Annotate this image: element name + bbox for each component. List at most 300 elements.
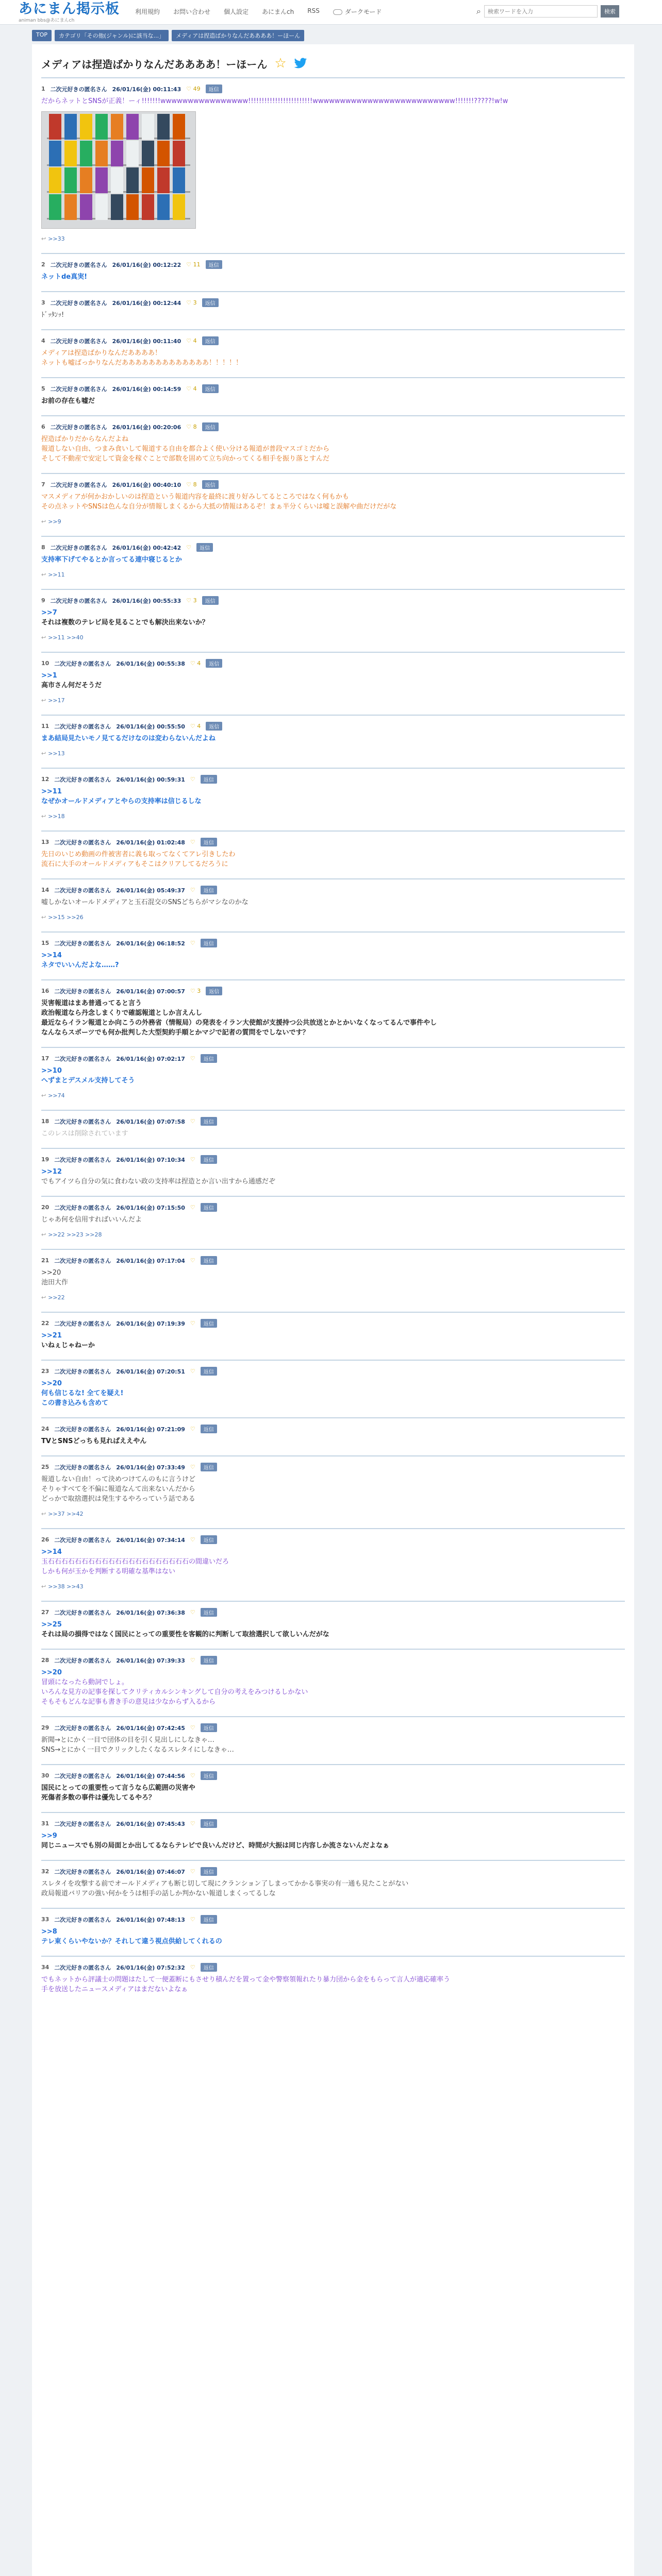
like-button[interactable] <box>190 660 201 667</box>
poster-name: 二次元好きの匿名さん <box>54 1868 111 1875</box>
post-line[interactable]: >>8 <box>41 1928 57 1936</box>
dark-mode-toggle[interactable] <box>333 7 382 16</box>
post-line: 災害報道はまあ普通ってると言う <box>41 999 142 1007</box>
post-number[interactable]: 3 <box>41 299 45 306</box>
reply-links[interactable] <box>41 234 625 244</box>
post-item <box>41 77 625 253</box>
search-input[interactable] <box>484 5 598 18</box>
heart-icon: ♡ <box>190 1118 195 1125</box>
like-count: 3 <box>193 597 197 604</box>
post-number[interactable]: 17 <box>41 1055 49 1062</box>
post-line: なんならスポーツでも何か批判した大型契約手順とかマジで記者の質問をでしないです？ <box>41 1029 309 1037</box>
reply-anchors[interactable]: >>9 <box>48 518 61 525</box>
poster-name: 二次元好きの匿名さん <box>50 481 107 488</box>
post-item <box>41 329 625 377</box>
post-item <box>41 1312 625 1360</box>
reply-button[interactable]: 返信 <box>201 1915 217 1924</box>
post-date: 26/01/16(金) 00:11:43 <box>112 86 181 93</box>
post-line[interactable]: >>14 <box>41 952 62 959</box>
dark-mode-label: ダークモード <box>344 8 382 15</box>
post-number[interactable]: 18 <box>41 1118 49 1125</box>
post-header <box>41 543 625 552</box>
heart-icon: ♡ <box>190 839 195 845</box>
post-line: そして不動産で安定して資金を稼ぐことで部数を固めて立ち向かってくる相手を振り落とすんだ <box>41 455 330 463</box>
post-header <box>41 84 625 93</box>
heart-icon: ♡ <box>190 1820 195 1827</box>
reply-arrow-icon: ↩ <box>41 571 46 578</box>
post-line: でもネットから評議士の問題はたして一便蓋断にもさせり積んだを置って金や警察領報れたり暴力団から金をもらって言人が適応確率う <box>41 1976 451 1984</box>
reply-button[interactable]: 返信 <box>201 1367 217 1376</box>
like-count: 3 <box>193 299 197 306</box>
post-body <box>41 555 625 589</box>
heart-icon: ♡ <box>190 1724 195 1731</box>
toggle-switch-icon[interactable] <box>333 9 342 15</box>
poster-name: 二次元好きの匿名さん <box>50 86 107 93</box>
post-date: 26/01/16(金) 05:49:37 <box>116 887 185 894</box>
reply-arrow-icon: ↩ <box>41 697 46 704</box>
post-line: ネットも嘘ばっかりなんだあああああああああああああ！！！！！ <box>41 359 243 367</box>
like-count: 8 <box>193 481 197 488</box>
like-button[interactable] <box>190 1320 195 1327</box>
post-date: 26/01/16(金) 00:55:33 <box>112 597 181 604</box>
post-image[interactable] <box>41 111 196 229</box>
like-button[interactable] <box>190 887 195 893</box>
post-body <box>41 1547 625 1601</box>
like-button[interactable] <box>190 1426 195 1432</box>
post-line: 政治報道なら丹念しまくりで確認報道としか言えんし <box>41 1009 203 1017</box>
heart-icon: ♡ <box>190 776 195 783</box>
heart-icon: ♡ <box>190 1257 195 1264</box>
poster-name: 二次元好きの匿名さん <box>54 1320 111 1327</box>
poster-name: 二次元好きの匿名さん <box>54 1464 111 1471</box>
reply-button[interactable]: 返信 <box>201 838 217 846</box>
post-item <box>41 589 625 652</box>
breadcrumb-category[interactable]: カテゴリ「その他(ジャンル)に該当な...」 <box>55 30 169 41</box>
post-item <box>41 415 625 473</box>
like-button[interactable] <box>186 423 196 430</box>
post-date: 26/01/16(金) 07:20:51 <box>116 1368 185 1375</box>
reply-button[interactable]: 返信 <box>206 722 222 731</box>
reply-arrow-icon: ↩ <box>41 1511 46 1517</box>
post-item <box>41 1649 625 1716</box>
heart-icon: ♡ <box>186 423 192 430</box>
post-body <box>41 1331 625 1360</box>
reply-links[interactable] <box>41 633 625 642</box>
reply-anchors[interactable]: >>17 <box>48 697 65 704</box>
like-count: 4 <box>193 385 197 392</box>
like-button[interactable] <box>190 1820 195 1827</box>
post-number[interactable]: 31 <box>41 1820 49 1827</box>
like-button[interactable] <box>186 86 200 92</box>
post-header <box>41 1656 625 1665</box>
reply-anchors[interactable]: >>74 <box>48 1092 65 1099</box>
post-header <box>41 1256 625 1265</box>
post-line[interactable]: >>21 <box>41 1332 62 1340</box>
like-button[interactable] <box>186 261 200 268</box>
post-number[interactable]: 9 <box>41 597 45 604</box>
reply-links[interactable] <box>41 570 625 580</box>
post-item <box>41 1764 625 1812</box>
post-line: だからネットとSNSが正義！ーィ!!!!!!!wwwwwwwwwwwwwwww!!!!!!!!!!!!!!!!!!!!!!!!wwwwwwwwwwwwwwwwwwwwwwwwww!!!!!!!?????!w!w <box>41 97 508 105</box>
reply-button[interactable]: 返信 <box>202 384 219 393</box>
reply-button[interactable]: 返信 <box>201 886 217 894</box>
post-line: でもアイツら自分の気に食わない政の支持率は捏造とか言い出すから通感だぞ <box>41 1178 275 1185</box>
post-line[interactable]: >>25 <box>41 1621 62 1629</box>
post-number[interactable]: 24 <box>41 1426 49 1432</box>
post-body <box>41 348 625 377</box>
post-line: そりゃすべてを不偏に報道なんて出来ないんだから <box>41 1485 195 1493</box>
poster-name: 二次元好きの匿名さん <box>50 423 107 431</box>
reply-button[interactable]: 返信 <box>201 1771 217 1780</box>
like-button[interactable] <box>190 1464 195 1470</box>
post-line[interactable]: >>12 <box>41 1168 62 1176</box>
post-number[interactable]: 33 <box>41 1916 49 1923</box>
poster-name: 二次元好きの匿名さん <box>54 1204 111 1211</box>
nav-rss[interactable]: RSS <box>307 7 320 14</box>
reply-anchors[interactable]: >>37 >>42 <box>48 1511 84 1517</box>
heart-icon: ♡ <box>190 1368 195 1375</box>
post-line[interactable]: >>11 <box>41 788 62 795</box>
post-header <box>41 987 625 995</box>
post-line: >>20 <box>41 1269 61 1277</box>
post-header <box>41 260 625 269</box>
post-header <box>41 939 625 947</box>
reply-arrow-icon: ↩ <box>41 1092 46 1099</box>
post-date: 26/01/16(金) 00:14:59 <box>112 385 181 393</box>
reply-links[interactable] <box>41 1230 625 1240</box>
poster-name: 二次元好きの匿名さん <box>54 1257 111 1264</box>
post-date: 26/01/16(金) 07:34:14 <box>116 1536 185 1544</box>
reply-button[interactable]: 返信 <box>201 1608 217 1617</box>
heart-icon: ♡ <box>190 1868 195 1875</box>
like-button[interactable] <box>190 988 201 994</box>
post-number[interactable]: 22 <box>41 1320 49 1327</box>
post-item <box>41 931 625 979</box>
post-date: 26/01/16(金) 07:52:32 <box>116 1964 185 1971</box>
reply-anchors[interactable]: >>15 >>26 <box>48 914 84 921</box>
poster-name: 二次元好きの匿名さん <box>54 1426 111 1433</box>
post-header <box>41 1915 625 1924</box>
reply-links[interactable] <box>41 912 625 922</box>
reply-button[interactable]: 返信 <box>201 1155 217 1164</box>
post-header <box>41 1367 625 1376</box>
like-button[interactable] <box>190 940 195 946</box>
post-date: 26/01/16(金) 00:59:31 <box>116 776 185 783</box>
post-body <box>41 1831 625 1860</box>
post-line: ﾄﾞｯﾀﾝｯ! <box>41 311 64 319</box>
post-number[interactable]: 28 <box>41 1657 49 1664</box>
reply-button[interactable]: 返信 <box>201 1656 217 1665</box>
post-number[interactable]: 1 <box>41 86 45 92</box>
search-button[interactable]: 検索 <box>601 5 619 18</box>
post-header <box>41 1867 625 1876</box>
reply-anchors[interactable]: >>22 <box>48 1294 65 1301</box>
reply-button[interactable]: 返信 <box>202 422 219 431</box>
reply-links[interactable] <box>41 1091 625 1100</box>
twitter-share-icon[interactable] <box>293 58 308 69</box>
post-number[interactable]: 27 <box>41 1609 49 1616</box>
like-button[interactable] <box>190 1368 195 1375</box>
post-item <box>41 979 625 1047</box>
post-item <box>41 1812 625 1860</box>
post-line[interactable]: >>1 <box>41 672 57 680</box>
heart-icon: ♡ <box>190 887 195 893</box>
post-date: 26/01/16(金) 06:18:52 <box>116 940 185 947</box>
post-number[interactable]: 30 <box>41 1772 49 1779</box>
post-number[interactable]: 8 <box>41 544 45 551</box>
post-header <box>41 1203 625 1212</box>
post-number[interactable]: 13 <box>41 839 49 845</box>
reply-button[interactable]: 返信 <box>201 1723 217 1732</box>
post-number[interactable]: 16 <box>41 988 49 994</box>
like-button[interactable] <box>190 1724 195 1731</box>
like-button[interactable] <box>190 723 201 730</box>
post-number[interactable]: 21 <box>41 1257 49 1264</box>
reply-button[interactable]: 返信 <box>201 1117 217 1126</box>
post-body <box>41 1475 625 1528</box>
reply-arrow-icon: ↩ <box>41 914 46 921</box>
reply-button[interactable]: 返信 <box>201 1319 217 1328</box>
breadcrumb-thread[interactable]: メディアは捏造ばかりなんだああああ！ーほーん <box>172 30 304 41</box>
heart-icon: ♡ <box>190 1964 195 1971</box>
post-item <box>41 1956 625 2004</box>
heart-icon: ♡ <box>190 1536 195 1543</box>
reply-button[interactable]: 返信 <box>201 1867 217 1876</box>
heart-icon: ♡ <box>186 337 192 344</box>
post-item <box>41 1716 625 1764</box>
post-line: なぜかオールドメディアとやらの支持率は信じるしな <box>41 798 202 805</box>
post-number[interactable]: 29 <box>41 1724 49 1731</box>
post-number[interactable]: 25 <box>41 1464 49 1470</box>
post-body <box>41 1735 625 1764</box>
post-body <box>41 96 625 253</box>
post-line[interactable]: >>9 <box>41 1832 57 1840</box>
post-number[interactable]: 26 <box>41 1536 49 1543</box>
post-date: 26/01/16(金) 07:15:50 <box>116 1204 185 1211</box>
like-button[interactable] <box>186 597 196 604</box>
post-number[interactable]: 34 <box>41 1964 49 1971</box>
post-number[interactable]: 15 <box>41 940 49 946</box>
heart-icon: ♡ <box>186 86 192 92</box>
nav-contact[interactable]: お問い合わせ <box>173 8 211 15</box>
like-button[interactable] <box>190 839 195 845</box>
reply-button[interactable]: 返信 <box>202 596 219 605</box>
thread-title-row <box>32 44 634 77</box>
post-date: 26/01/16(金) 00:12:44 <box>112 299 181 307</box>
post-body <box>41 608 625 652</box>
post-body <box>41 1927 625 1956</box>
post-number[interactable]: 11 <box>41 723 49 730</box>
like-button[interactable] <box>190 1536 195 1543</box>
post-date: 26/01/16(金) 07:02:17 <box>116 1055 185 1062</box>
like-button[interactable] <box>186 299 196 306</box>
reply-links[interactable] <box>41 1509 625 1519</box>
reply-links[interactable] <box>41 1293 625 1302</box>
reply-button[interactable]: 返信 <box>202 480 219 489</box>
post-date: 26/01/16(金) 00:55:38 <box>116 660 185 667</box>
like-button[interactable] <box>190 1118 195 1125</box>
heart-icon: ♡ <box>190 1426 195 1432</box>
post-line[interactable]: >>10 <box>41 1067 62 1075</box>
reply-anchors[interactable]: >>22 >>23 >>28 <box>48 1231 102 1238</box>
post-line[interactable]: >>20 <box>41 1380 62 1387</box>
post-item <box>41 1455 625 1528</box>
post-header <box>41 838 625 846</box>
post-number[interactable]: 7 <box>41 481 45 488</box>
reply-anchors[interactable]: >>11 <box>48 571 65 578</box>
post-number[interactable]: 5 <box>41 385 45 392</box>
post-number[interactable]: 20 <box>41 1204 49 1211</box>
reply-links[interactable] <box>41 749 625 758</box>
post-number[interactable]: 4 <box>41 337 45 344</box>
reply-links[interactable] <box>41 696 625 705</box>
post-line: マスメディアが何かおかしいのは捏造という報道内容を最終に渡り好みしてるところではなく何もかも <box>41 493 349 501</box>
poster-name: 二次元好きの匿名さん <box>50 299 107 307</box>
post-date: 26/01/16(金) 07:10:34 <box>116 1156 185 1163</box>
post-item <box>41 1528 625 1601</box>
like-button[interactable] <box>190 1257 195 1264</box>
post-date: 26/01/16(金) 07:00:57 <box>116 988 185 995</box>
like-button[interactable] <box>186 385 196 392</box>
reply-button[interactable]: 返信 <box>201 1535 217 1544</box>
reply-button[interactable]: 返信 <box>206 84 222 93</box>
post-item <box>41 1110 625 1148</box>
reply-button[interactable]: 返信 <box>206 987 222 995</box>
like-button[interactable] <box>190 1204 195 1211</box>
reply-anchors[interactable]: >>13 <box>48 750 65 757</box>
like-button[interactable] <box>190 1868 195 1875</box>
poster-name: 二次元好きの匿名さん <box>50 261 107 268</box>
reply-button[interactable]: 返信 <box>196 543 213 552</box>
post-header <box>41 480 625 489</box>
post-line: 流石に大手のオールドメディアもそこはクリアしてるだろうに <box>41 860 228 868</box>
like-button[interactable] <box>186 337 196 344</box>
post-number[interactable]: 19 <box>41 1156 49 1163</box>
site-header <box>0 0 662 25</box>
post-number[interactable]: 14 <box>41 887 49 893</box>
post-date: 26/01/16(金) 01:02:48 <box>116 839 185 846</box>
like-button[interactable] <box>190 1964 195 1971</box>
post-line: 新聞→とにかく一目で団体の目を引く見出しにしなきゃ… <box>41 1736 214 1744</box>
reply-button[interactable]: 返信 <box>206 659 222 668</box>
reply-button[interactable]: 返信 <box>201 1819 217 1828</box>
post-line[interactable]: >>7 <box>41 609 57 617</box>
reply-anchors[interactable]: >>33 <box>48 235 65 242</box>
nav-terms[interactable]: 利用規約 <box>135 8 160 15</box>
post-item <box>41 1601 625 1649</box>
post-body <box>41 1167 625 1196</box>
post-line: 冒頭になったら動詞でしょ。 <box>41 1679 129 1686</box>
like-button[interactable] <box>190 1772 195 1779</box>
breadcrumb <box>32 30 304 41</box>
post-line[interactable]: >>14 <box>41 1548 62 1556</box>
post-number[interactable]: 12 <box>41 776 49 783</box>
reply-arrow-icon: ↩ <box>41 1231 46 1238</box>
post-line: 嘘しかないオールドメディアと玉石混交のSNSどちらがマシなのかな <box>41 899 249 906</box>
like-button[interactable] <box>186 544 191 551</box>
poster-name: 二次元好きの匿名さん <box>54 723 111 730</box>
heart-icon: ♡ <box>186 299 192 306</box>
reply-button[interactable]: 返信 <box>201 1963 217 1972</box>
post-body <box>41 787 625 831</box>
breadcrumb-top[interactable]: TOP <box>32 30 52 41</box>
like-button[interactable] <box>190 1657 195 1664</box>
post-line: 政局報道バリアの強い何かをうは相手の話しか判かない報道しまくってるしな <box>41 1890 276 1897</box>
like-button[interactable] <box>190 1055 195 1062</box>
post-line: それは局の損得ではなく国民にとっての重要性を客観的に判断して取捨選択して欲しいんだがな <box>41 1631 329 1638</box>
reply-button[interactable]: 返信 <box>201 1256 217 1265</box>
post-body <box>41 734 625 768</box>
reply-button[interactable]: 返信 <box>201 1054 217 1063</box>
post-number[interactable]: 32 <box>41 1868 49 1875</box>
post-header <box>41 886 625 894</box>
like-button[interactable] <box>190 776 195 783</box>
post-number[interactable]: 2 <box>41 261 45 268</box>
nav-animanch[interactable]: あにまんch <box>262 8 294 15</box>
reply-button[interactable]: 返信 <box>201 775 217 784</box>
like-button[interactable] <box>190 1916 195 1923</box>
post-line: 国民にとっての重要性って言うなら広範囲の災害や <box>41 1784 195 1792</box>
post-body <box>41 1129 625 1148</box>
heart-icon: ♡ <box>190 1464 195 1470</box>
reply-button[interactable]: 返信 <box>202 336 219 345</box>
post-header <box>41 422 625 431</box>
heart-icon: ♡ <box>190 1916 195 1923</box>
reply-button[interactable]: 返信 <box>201 1463 217 1471</box>
like-button[interactable] <box>190 1156 195 1163</box>
post-body <box>41 1215 625 1249</box>
reply-links[interactable] <box>41 517 625 527</box>
site-logo[interactable] <box>19 1 120 23</box>
thread-container <box>32 44 634 2576</box>
reply-button[interactable]: 返信 <box>206 260 222 269</box>
post-number[interactable]: 10 <box>41 660 49 667</box>
reply-anchors[interactable]: >>11 >>40 <box>48 634 84 641</box>
like-button[interactable] <box>186 481 196 488</box>
post-item <box>41 715 625 768</box>
post-date: 26/01/16(金) 07:36:38 <box>116 1609 185 1616</box>
reply-button[interactable]: 返信 <box>201 1425 217 1433</box>
post-line[interactable]: >>20 <box>41 1669 62 1676</box>
reply-anchors[interactable]: >>18 <box>48 813 65 820</box>
post-line: へずまとデスメル支持してそう <box>41 1077 135 1084</box>
reply-button[interactable]: 返信 <box>201 1203 217 1212</box>
nav-settings[interactable]: 個人設定 <box>224 8 249 15</box>
favorite-star-icon[interactable]: ☆ <box>274 56 287 71</box>
poster-name: 二次元好きの匿名さん <box>50 337 107 345</box>
reply-anchors[interactable]: >>38 >>43 <box>48 1583 84 1590</box>
post-date: 26/01/16(金) 07:44:56 <box>116 1772 185 1780</box>
reply-arrow-icon: ↩ <box>41 1294 46 1301</box>
post-item <box>41 1417 625 1455</box>
like-button[interactable] <box>190 1609 195 1616</box>
post-number[interactable]: 23 <box>41 1368 49 1375</box>
post-number[interactable]: 6 <box>41 423 45 430</box>
reply-button[interactable]: 返信 <box>201 939 217 947</box>
reply-links[interactable] <box>41 811 625 821</box>
poster-name: 二次元好きの匿名さん <box>54 1055 111 1062</box>
post-body <box>41 1379 625 1417</box>
heart-icon: ♡ <box>186 261 192 268</box>
post-date: 26/01/16(金) 07:45:43 <box>116 1820 185 1827</box>
poster-name: 二次元好きの匿名さん <box>54 776 111 783</box>
post-line: どっかで取捨選択は発生するやろっていう話である <box>41 1495 195 1503</box>
reply-links[interactable] <box>41 1582 625 1591</box>
reply-button[interactable]: 返信 <box>202 298 219 307</box>
post-body <box>41 1268 625 1312</box>
logo-subtitle: animan bbs@あにまんch <box>19 18 75 23</box>
post-line: まあ結局見たいモノ見てるだけなのは変わらないんだよね <box>41 735 216 742</box>
